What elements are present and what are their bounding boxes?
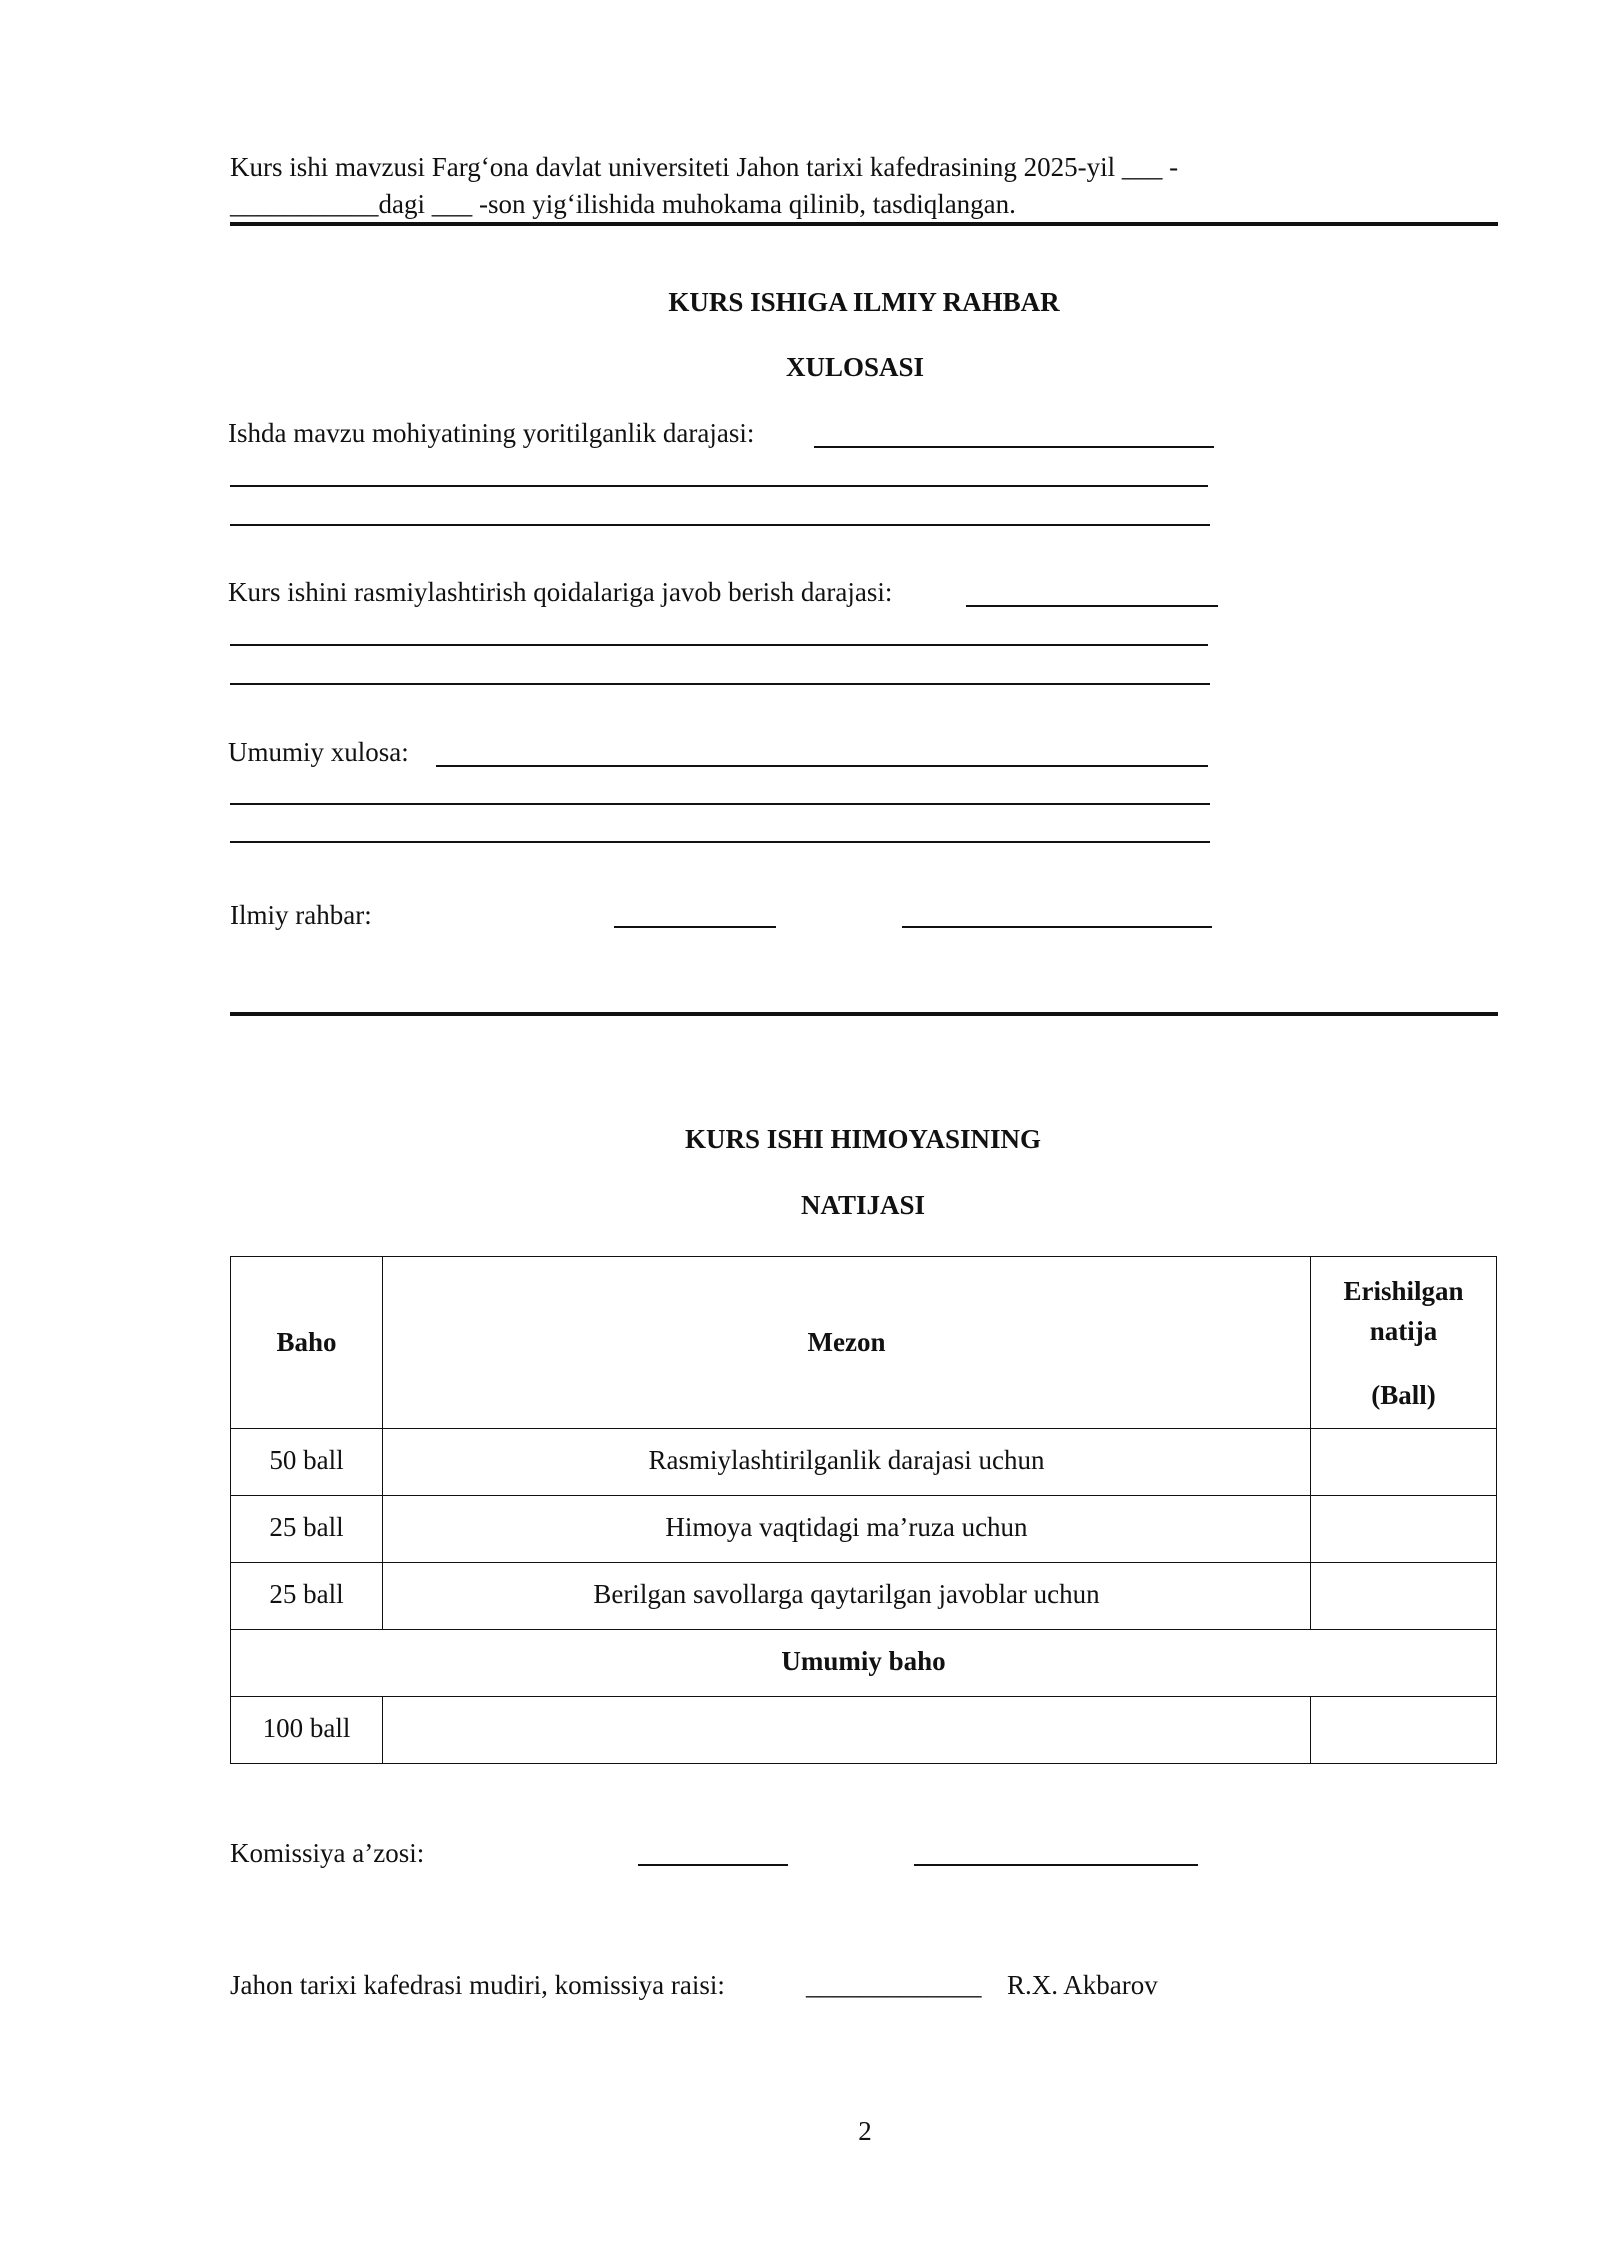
row-baho: 25 ball xyxy=(231,1496,383,1563)
natija-header-line-2: natija xyxy=(1369,1316,1438,1346)
question-1-label: Ishda mavzu mohiyatining yoritilganlik darajasi: xyxy=(228,418,755,448)
total-mezon xyxy=(383,1697,1311,1764)
question-3-answer-line-3[interactable] xyxy=(230,841,1210,843)
defense-subtitle: NATIJASI xyxy=(800,1190,926,1220)
page-number: 2 xyxy=(858,2116,872,2146)
supervisor-signature-line[interactable] xyxy=(614,926,776,928)
row-baho: 50 ball xyxy=(231,1429,383,1496)
natija-header-line-1: Erishilgan xyxy=(1343,1276,1464,1306)
commission-name-line[interactable] xyxy=(914,1864,1198,1866)
intro-line-2: ___________dagi ___ -son yig‘ilishida muhokama qilinib, tasdiqlangan. xyxy=(230,189,1016,219)
chair-name: R.X. Akbarov xyxy=(1007,1970,1158,2000)
intro-divider xyxy=(230,222,1498,226)
total-label: Umumiy baho xyxy=(231,1630,1497,1697)
row-mezon: Berilgan savollarga qaytarilgan javoblar uchun xyxy=(383,1563,1311,1630)
chair-label: Jahon tarixi kafedrasi mudiri, komissiya raisi: xyxy=(230,1970,725,2000)
natija-header-line-3: (Ball) xyxy=(1371,1380,1436,1410)
question-2-answer-line-2[interactable] xyxy=(230,644,1208,646)
supervisor-subtitle: XULOSASI xyxy=(785,352,925,382)
results-table xyxy=(230,1256,1497,1764)
table-row xyxy=(231,1563,1497,1630)
question-2-answer-line[interactable] xyxy=(966,605,1218,607)
question-1-answer-line[interactable] xyxy=(814,446,1214,448)
question-3-label: Umumiy xulosa: xyxy=(228,737,409,767)
total-baho: 100 ball xyxy=(231,1697,383,1764)
supervisor-title: KURS ISHIGA ILMIY RAHBAR xyxy=(668,287,1060,317)
row-natija-input[interactable] xyxy=(1311,1429,1497,1496)
column-header-mezon: Mezon xyxy=(383,1257,1311,1429)
supervisor-signer-label: Ilmiy rahbar: xyxy=(230,900,372,930)
table-row xyxy=(231,1496,1497,1563)
intro-line-1: Kurs ishi mavzusi Farg‘ona davlat universiteti Jahon tarixi kafedrasining 2025-yil ___ - xyxy=(230,152,1179,182)
supervisor-name-line[interactable] xyxy=(902,926,1212,928)
question-3-answer-line[interactable] xyxy=(436,765,1208,767)
section-divider xyxy=(230,1012,1498,1016)
column-header-baho: Baho xyxy=(231,1257,383,1429)
row-mezon: Himoya vaqtidagi ma’ruza uchun xyxy=(383,1496,1311,1563)
table-header-row xyxy=(231,1257,1497,1429)
table-total-label-row xyxy=(231,1630,1497,1697)
table-row xyxy=(231,1429,1497,1496)
total-natija-input[interactable] xyxy=(1311,1697,1497,1764)
question-1-answer-line-3[interactable] xyxy=(230,524,1210,526)
question-1-answer-line-2[interactable] xyxy=(230,485,1208,487)
defense-title: KURS ISHI HIMOYASINING xyxy=(684,1124,1042,1154)
column-header-natija xyxy=(1311,1257,1497,1429)
row-mezon: Rasmiylashtirilganlik darajasi uchun xyxy=(383,1429,1311,1496)
question-3-answer-line-2[interactable] xyxy=(230,803,1210,805)
question-2-answer-line-3[interactable] xyxy=(230,683,1210,685)
table-total-row xyxy=(231,1697,1497,1764)
row-baho: 25 ball xyxy=(231,1563,383,1630)
commission-label: Komissiya a’zosi: xyxy=(230,1838,425,1868)
question-2-label: Kurs ishini rasmiylashtirish qoidalariga javob berish darajasi: xyxy=(228,577,893,607)
commission-signature-line[interactable] xyxy=(638,1864,788,1866)
row-natija-input[interactable] xyxy=(1311,1563,1497,1630)
row-natija-input[interactable] xyxy=(1311,1496,1497,1563)
chair-signature-blank[interactable]: _____________ xyxy=(806,1970,982,2000)
